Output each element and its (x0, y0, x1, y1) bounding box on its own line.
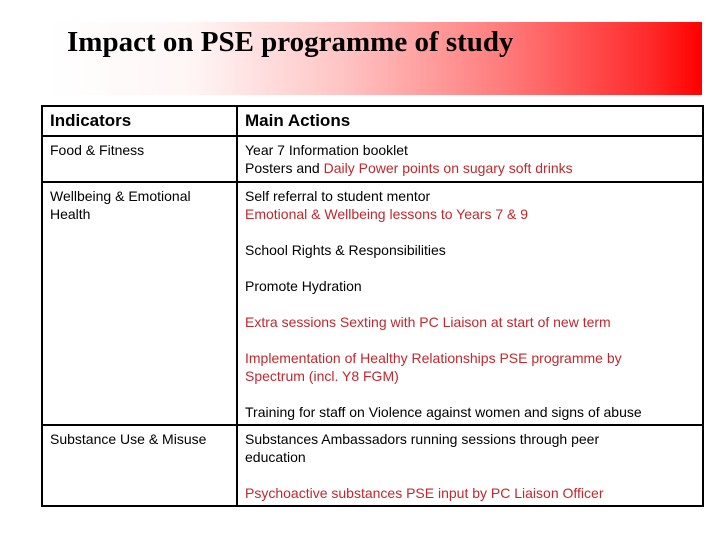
header-main-actions: Main Actions (237, 106, 703, 136)
pse-impact-table (41, 105, 704, 507)
action-item: Implementation of Healthy Relationships PSE programme by Spectrum (incl. Y8 FGM) (245, 350, 622, 384)
actions-cell (237, 182, 703, 425)
indicator-cell: Food & Fitness (42, 136, 237, 182)
action-item: Year 7 Information booklet (245, 142, 408, 158)
table-row-substance (42, 425, 703, 506)
action-item: Extra sessions Sexting with PC Liaison at start of new term (245, 314, 611, 330)
page-title: Impact on PSE programme of study (67, 26, 514, 58)
action-text: Posters and (245, 160, 324, 176)
header-indicators: Indicators (42, 106, 237, 136)
actions-cell (237, 425, 703, 506)
spacer (245, 259, 695, 277)
spacer (245, 223, 695, 241)
table-row-wellbeing (42, 182, 703, 425)
action-item: Substances Ambassadors running sessions through peer education (245, 431, 600, 465)
table-header-row (42, 106, 703, 136)
action-item (245, 159, 695, 177)
spacer (245, 385, 695, 403)
action-item: Promote Hydration (245, 278, 362, 294)
spacer (245, 466, 695, 484)
indicator-cell: Wellbeing & Emotional Health (42, 182, 237, 425)
action-text-highlight: Daily Power points on sugary soft drinks (323, 160, 573, 176)
actions-cell (237, 136, 703, 182)
spacer (245, 331, 695, 349)
indicator-cell: Substance Use & Misuse (42, 425, 237, 506)
action-item: Psychoactive substances PSE input by PC Liaison Officer (245, 485, 604, 501)
action-item: Training for staff on Violence against women and signs of abuse (245, 404, 642, 420)
table-row-food-fitness (42, 136, 703, 182)
action-item: Emotional & Wellbeing lessons to Years 7 & 9 (245, 206, 529, 222)
action-item: School Rights & Responsibilities (245, 242, 446, 258)
action-item: Self referral to student mentor (245, 188, 431, 204)
spacer (245, 295, 695, 313)
